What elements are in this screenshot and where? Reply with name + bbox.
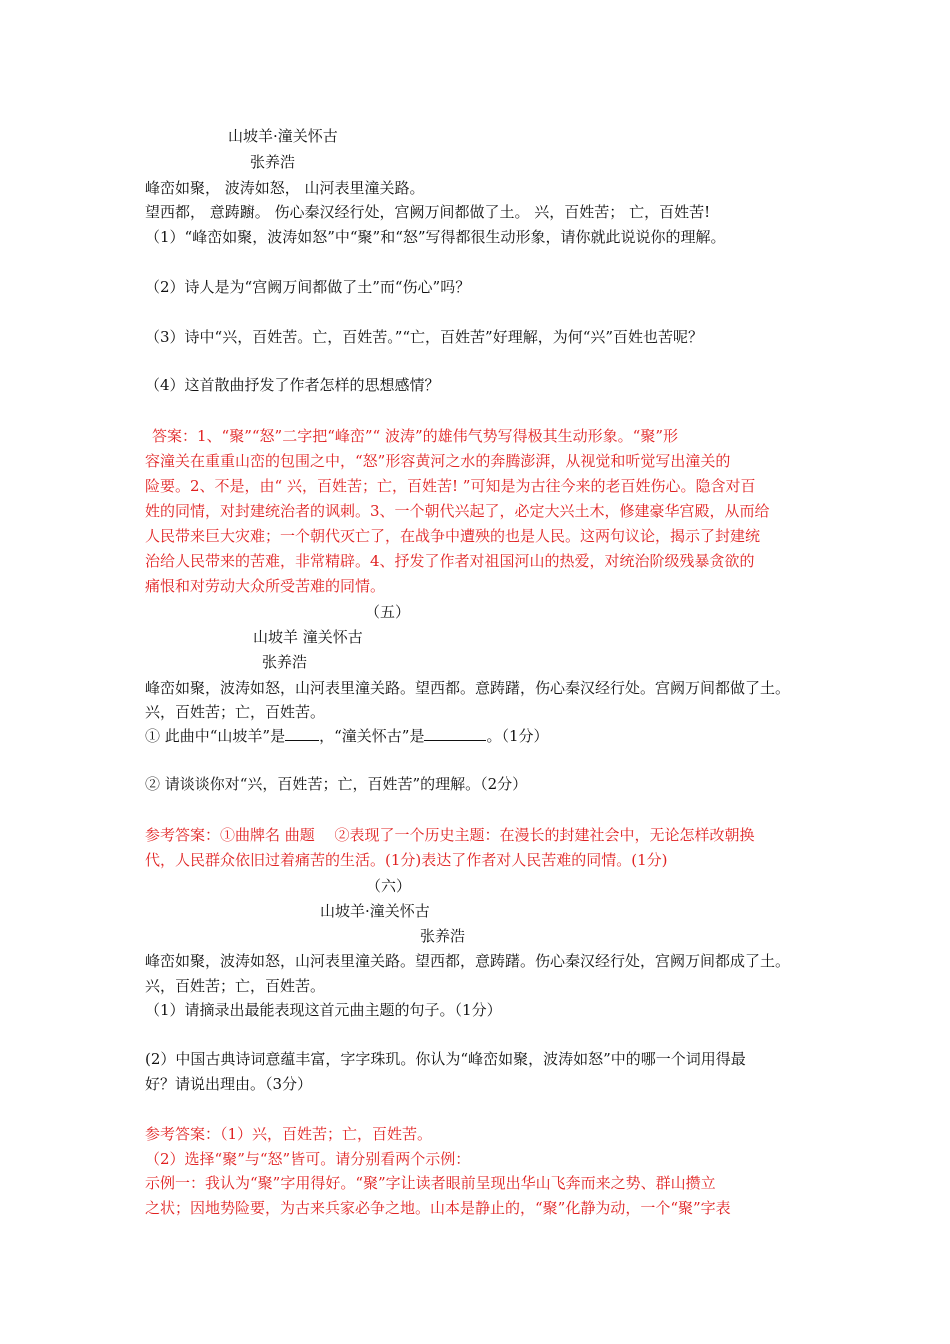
question-1: （1）请摘录出最能表现这首元曲主题的句子。（1分） — [145, 1001, 502, 1019]
poem-line: 望西都， 意踌躕。 伤心秦汉经行处，宫阙万间都做了土。 兴，百姓苦； 亡，百姓苦! — [145, 203, 711, 221]
question-2: （2）诗人是为“宫阙万间都做了土”而“伤心”吗？ — [145, 278, 471, 296]
question-1-part-a: ① 此曲中“山坡羊”是 — [145, 727, 286, 745]
poem-title: 山坡羊·潼关怀古 — [320, 902, 430, 920]
question-3: （3）诗中“兴，百姓苦。亡，百姓苦。”“亡，百姓苦”好理解，为何“兴”百姓也苦呢？ — [145, 328, 704, 346]
question-1: （1）“峰峦如聚，波涛如怒”中“聚”和“怒”写得都很生动形象，请你就此说说你的理解。 — [145, 228, 726, 246]
poem-line: 峰峦如聚， 波涛如怒， 山河表里潼关路。 — [145, 179, 425, 197]
question-1-part-c: 。（1分） — [486, 727, 549, 745]
poem-line: 峰峦如聚，波涛如怒，山河表里潼关路。望西都。意踌躇，伤心秦汉经行处。宫阙万间都做了土。 — [145, 679, 791, 697]
answer-line: 人民带来巨大灾难；一个朝代灭亡了，在战争中遭殃的也是人民。这两句议论，揭示了封建统 — [145, 527, 761, 545]
poem-line: 兴，百姓苦；亡，百姓苦。 — [145, 977, 326, 995]
question-2: ② 请谈谈你对“兴，百姓苦；亡，百姓苦”的理解。（2分） — [145, 775, 528, 793]
poem-author: 张养浩 — [262, 653, 308, 671]
poem-title: 山坡羊·潼关怀古 — [228, 127, 338, 145]
poem-line: 峰峦如聚，波涛如怒，山河表里潼关路。望西都，意踌躇。伤心秦汉经行处，宫阙万间都成了土。 — [145, 952, 791, 970]
question-1-part-b: ，“潼关怀古”是 — [319, 727, 425, 745]
answer-blank-1 — [285, 726, 319, 741]
answer-line: 示例一：我认为“聚”字用得好。“聚”字让读者眼前呈现出华山飞奔而来之势、群山攒立 — [145, 1174, 716, 1192]
question-4: （4）这首散曲抒发了作者怎样的思想感情？ — [145, 376, 440, 394]
answer-line: 险要。2、不是，由“ 兴，百姓苦；亡，百姓苦! ”可知是为古往今来的老百姓伤心。隐含对百 — [145, 477, 756, 495]
answer-blank-2 — [424, 726, 486, 741]
question-2-cont: 好？请说出理由。（3分） — [145, 1075, 313, 1093]
answer-line: 参考答案：（1）兴，百姓苦；亡，百姓苦。 — [145, 1125, 433, 1143]
question-1 — [145, 726, 549, 746]
question-2: (2）中国古典诗词意蕴丰富，字字珠玑。你认为“峰峦如聚，波涛如怒”中的哪一个词用得最 — [145, 1050, 746, 1068]
answer-line: 答案：1、“聚”“怒”二字把“峰峦”“ 波涛”的雄伟气势写得极其生动形象。“聚”形 — [152, 427, 678, 445]
answer-line: 参考答案：①曲牌名 曲题 ②表现了一个历史主题：在漫长的封建社会中，无论怎样改朝换 — [145, 826, 755, 844]
answer-line: 之状；因地势险要，为古来兵家必争之地。山本是静止的，“聚”化静为动，一个“聚”字表 — [145, 1199, 731, 1217]
answer-line: 容潼关在重重山峦的包围之中，“怒”形容黄河之水的奔腾澎湃，从视觉和听觉写出潼关的 — [145, 452, 731, 470]
answer-line: 姓的同情，对封建统治者的讽刺。3、一个朝代兴起了，必定大兴土木，修建豪华宫殿，从而给 — [145, 502, 770, 520]
section-heading: （五） — [365, 603, 411, 621]
poem-line: 兴，百姓苦；亡，百姓苦。 — [145, 703, 326, 721]
answer-line: 代，人民群众依旧过着痛苦的生活。(1分)表达了作者对人民苦难的同情。(1分) — [145, 851, 668, 869]
poem-title: 山坡羊 潼关怀古 — [253, 628, 363, 646]
section-heading: （六） — [366, 877, 412, 895]
poem-author: 张养浩 — [250, 153, 296, 171]
answer-line: 治给人民带来的苦难，非常精辟。4、抒发了作者对祖国河山的热爱，对统治阶级残暴贪欲的 — [145, 552, 755, 570]
answer-line: （2）选择“聚”与“怒”皆可。请分别看两个示例： — [145, 1150, 471, 1168]
answer-line: 痛恨和对劳动大众所受苦难的同情。 — [145, 577, 386, 595]
poem-author: 张养浩 — [420, 927, 466, 945]
